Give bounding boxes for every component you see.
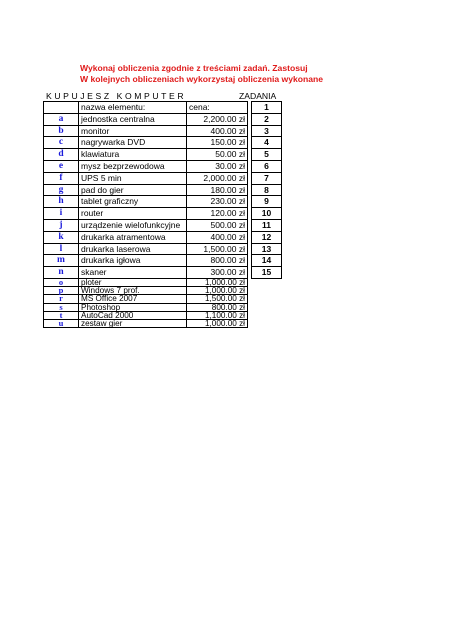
item-row bbox=[44, 255, 248, 267]
item-name[interactable]: mysz bezprzewodowa bbox=[79, 160, 187, 172]
task-row bbox=[252, 255, 282, 267]
item-price[interactable]: 30.00 zł bbox=[187, 160, 248, 172]
task-row bbox=[252, 184, 282, 196]
header-price-cell: cena: bbox=[187, 102, 248, 114]
item-letter[interactable]: t bbox=[44, 311, 79, 319]
task-row bbox=[252, 102, 282, 114]
item-name[interactable]: ploter bbox=[79, 278, 187, 286]
item-letter[interactable]: p bbox=[44, 287, 79, 295]
item-name[interactable]: Photoshop bbox=[79, 303, 187, 311]
item-name[interactable]: drukarka igłowa bbox=[79, 255, 187, 267]
item-row bbox=[44, 219, 248, 231]
task-number[interactable]: 12 bbox=[252, 231, 282, 243]
item-price[interactable]: 800.00 zł bbox=[187, 255, 248, 267]
item-letter[interactable]: h bbox=[44, 196, 79, 208]
item-price[interactable]: 180.00 zł bbox=[187, 184, 248, 196]
task-number[interactable]: 3 bbox=[252, 125, 282, 137]
item-letter[interactable]: g bbox=[44, 184, 79, 196]
task-number[interactable]: 10 bbox=[252, 208, 282, 220]
item-row bbox=[44, 243, 248, 255]
task-number[interactable]: 13 bbox=[252, 243, 282, 255]
item-price[interactable]: 400.00 zł bbox=[187, 125, 248, 137]
item-price[interactable]: 1,500.00 zł bbox=[187, 243, 248, 255]
item-name[interactable]: zestaw gier bbox=[79, 319, 187, 327]
item-price[interactable]: 1,500.00 zł bbox=[187, 295, 248, 303]
item-row bbox=[44, 137, 248, 149]
task-number[interactable]: 6 bbox=[252, 160, 282, 172]
item-letter[interactable]: j bbox=[44, 219, 79, 231]
item-letter[interactable]: s bbox=[44, 303, 79, 311]
item-name[interactable]: tablet graficzny bbox=[79, 196, 187, 208]
item-name[interactable]: Windows 7 prof. bbox=[79, 287, 187, 295]
item-name[interactable]: router bbox=[79, 208, 187, 220]
item-letter[interactable]: m bbox=[44, 255, 79, 267]
task-row bbox=[252, 231, 282, 243]
task-number[interactable]: 2 bbox=[252, 113, 282, 125]
item-name[interactable]: drukarka laserowa bbox=[79, 243, 187, 255]
item-name[interactable]: skaner bbox=[79, 267, 187, 279]
item-letter[interactable]: u bbox=[44, 319, 79, 327]
item-row bbox=[44, 172, 248, 184]
sheet-heading: KUPUJESZ KOMPUTER bbox=[46, 91, 187, 101]
item-row bbox=[44, 319, 248, 327]
task-row bbox=[252, 267, 282, 279]
item-name[interactable]: UPS 5 min bbox=[79, 172, 187, 184]
item-letter[interactable]: i bbox=[44, 208, 79, 220]
task-row bbox=[252, 219, 282, 231]
task-row bbox=[252, 196, 282, 208]
task-row bbox=[252, 149, 282, 161]
item-price[interactable]: 50.00 zł bbox=[187, 149, 248, 161]
items-table bbox=[43, 101, 248, 328]
item-name[interactable]: AutoCad 2000 bbox=[79, 311, 187, 319]
items-header-row bbox=[44, 102, 248, 114]
item-letter[interactable]: e bbox=[44, 160, 79, 172]
item-price[interactable]: 150.00 zł bbox=[187, 137, 248, 149]
item-price[interactable]: 300.00 zł bbox=[187, 267, 248, 279]
task-number[interactable]: 15 bbox=[252, 267, 282, 279]
item-price[interactable]: 1,000.00 zł bbox=[187, 287, 248, 295]
instruction-line-2: W kolejnych obliczeniach wykorzystaj obliczenia wykonane bbox=[80, 74, 324, 84]
header-name-cell: nazwa elementu: bbox=[79, 102, 187, 114]
item-letter[interactable]: f bbox=[44, 172, 79, 184]
tasks-table bbox=[251, 101, 282, 279]
task-row bbox=[252, 172, 282, 184]
item-price[interactable]: 120.00 zł bbox=[187, 208, 248, 220]
task-row bbox=[252, 113, 282, 125]
item-name[interactable]: nagrywarka DVD bbox=[79, 137, 187, 149]
item-name[interactable]: urządzenie wielofunkcyjne bbox=[79, 219, 187, 231]
item-letter[interactable]: k bbox=[44, 231, 79, 243]
item-letter[interactable]: d bbox=[44, 149, 79, 161]
item-letter[interactable]: o bbox=[44, 278, 79, 286]
item-row bbox=[44, 113, 248, 125]
tasks-heading: ZADANIA bbox=[239, 91, 277, 101]
task-number[interactable]: 8 bbox=[252, 184, 282, 196]
item-price[interactable]: 400.00 zł bbox=[187, 231, 248, 243]
item-letter[interactable]: l bbox=[44, 243, 79, 255]
item-price[interactable]: 800.00 zł bbox=[187, 303, 248, 311]
item-name[interactable]: pad do gier bbox=[79, 184, 187, 196]
task-row bbox=[252, 137, 282, 149]
item-price[interactable]: 1,000.00 zł bbox=[187, 278, 248, 286]
item-row bbox=[44, 125, 248, 137]
item-letter[interactable]: c bbox=[44, 137, 79, 149]
task-number[interactable]: 11 bbox=[252, 219, 282, 231]
instruction-line-1: Wykonaj obliczenia zgodnie z treściami zadań. Zastosuj bbox=[80, 63, 308, 73]
item-row bbox=[44, 231, 248, 243]
item-letter[interactable]: b bbox=[44, 125, 79, 137]
task-number[interactable]: 4 bbox=[252, 137, 282, 149]
item-letter[interactable]: n bbox=[44, 267, 79, 279]
task-number[interactable]: 1 bbox=[252, 102, 282, 114]
task-number[interactable]: 5 bbox=[252, 149, 282, 161]
item-name[interactable]: jednostka centralna bbox=[79, 113, 187, 125]
item-price[interactable]: 1,100.00 zł bbox=[187, 311, 248, 319]
item-row bbox=[44, 196, 248, 208]
item-price[interactable]: 1,000.00 zł bbox=[187, 319, 248, 327]
item-price[interactable]: 2,200.00 zł bbox=[187, 113, 248, 125]
item-row bbox=[44, 184, 248, 196]
header-letter-cell bbox=[44, 102, 79, 114]
item-price[interactable]: 230.00 zł bbox=[187, 196, 248, 208]
item-row bbox=[44, 208, 248, 220]
item-row bbox=[44, 267, 248, 279]
task-number[interactable]: 9 bbox=[252, 196, 282, 208]
item-name[interactable]: monitor bbox=[79, 125, 187, 137]
item-price[interactable]: 500.00 zł bbox=[187, 219, 248, 231]
item-price[interactable]: 2,000.00 zł bbox=[187, 172, 248, 184]
task-number[interactable]: 7 bbox=[252, 172, 282, 184]
item-name[interactable]: klawiatura bbox=[79, 149, 187, 161]
task-row bbox=[252, 125, 282, 137]
item-letter[interactable]: r bbox=[44, 295, 79, 303]
item-row bbox=[44, 295, 248, 303]
item-row bbox=[44, 149, 248, 161]
task-number[interactable]: 14 bbox=[252, 255, 282, 267]
item-name[interactable]: MS Office 2007 bbox=[79, 295, 187, 303]
item-letter[interactable]: a bbox=[44, 113, 79, 125]
task-row bbox=[252, 160, 282, 172]
task-row bbox=[252, 243, 282, 255]
task-row bbox=[252, 208, 282, 220]
instructions bbox=[80, 63, 324, 85]
item-name[interactable]: drukarka atramentowa bbox=[79, 231, 187, 243]
item-row bbox=[44, 160, 248, 172]
